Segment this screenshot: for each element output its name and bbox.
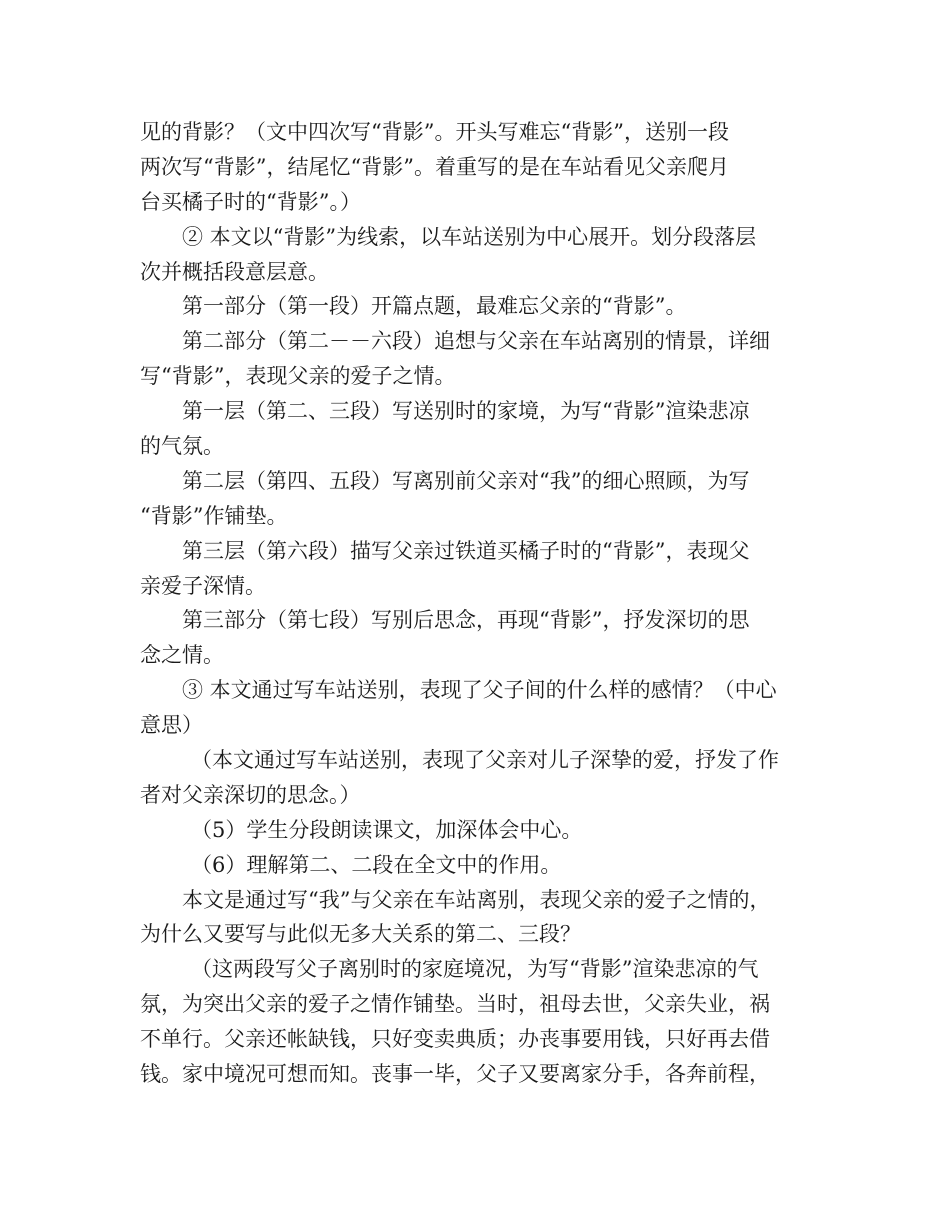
text-line: （5）学生分段朗读课文，加深体会中心。	[191, 817, 583, 842]
text-line: （这两段写父子离别时的家庭境况，为写“背影”渲染悲凉的气	[191, 957, 759, 982]
text-line: （本文通过写车站送别，表现了父亲对儿子深挚的爱，抒发了作	[191, 748, 779, 773]
text-line: 氛，为突出父亲的爱子之情作铺垫。当时，祖母去世，父亲失业，祸	[140, 992, 770, 1017]
text-line: “背影”作铺垫。	[140, 503, 288, 528]
text-line: 两次写“背影”，结尾忆“背影”。着重写的是在车站看见父亲爬月	[140, 154, 729, 179]
text-line: 的气氛。	[140, 434, 224, 459]
text-line: 者对父亲深切的思念。）	[140, 782, 361, 807]
text-line: 第三部分（第七段）写别后思念，再现“背影”，抒发深切的思	[182, 608, 750, 633]
document-body	[140, 115, 820, 1092]
text-line: ② 本文以“背影”为线索，以车站送别为中心展开。划分段落层	[182, 224, 757, 249]
text-line: 念之情。	[140, 643, 224, 668]
text-line: 第一部分（第一段）开篇点题，最难忘父亲的“背影”。	[182, 294, 687, 319]
text-line: （6）理解第二、二段在全文中的作用。	[191, 852, 562, 877]
text-line: 第一层（第二、三段）写送别时的家境，为写“背影”渲染悲凉	[182, 399, 750, 424]
text-line: 见的背影？（文中四次写“背影”。开头写难忘“背影”，送别一段	[140, 120, 729, 144]
text-line: 写“背影”，表现父亲的爱子之情。	[140, 364, 456, 389]
text-line: 本文是通过写“我”与父亲在车站离别，表现父亲的爱子之情的，	[182, 887, 771, 912]
text-line: 不单行。父亲还帐缺钱，只好变卖典质；办丧事要用钱，只好再去借	[140, 1027, 770, 1052]
text-line: 亲爱子深情。	[140, 573, 266, 598]
text-line: 第二部分（第二－－六段）追想与父亲在车站离别的情景，详细	[182, 329, 770, 354]
text-line: 意思）	[140, 713, 203, 738]
text-line: 钱。家中境况可想而知。丧事一毕，父子又要离家分手，各奔前程，	[140, 1062, 770, 1087]
text-line: 第二层（第四、五段）写离别前父亲对“我”的细心照顾，为写	[182, 468, 750, 493]
text-line: 为什么又要写与此似无多大关系的第二、三段？	[140, 922, 581, 947]
text-line: ③ 本文通过写车站送别，表现了父子间的什么样的感情？（中心	[182, 678, 777, 703]
text-line: 第三层（第六段）描写父亲过铁道买橘子时的“背影”，表现父	[182, 538, 750, 563]
text-line: 次并概括段意层意。	[140, 259, 329, 284]
text-line: 台买橘子时的“背影”。）	[140, 189, 361, 214]
